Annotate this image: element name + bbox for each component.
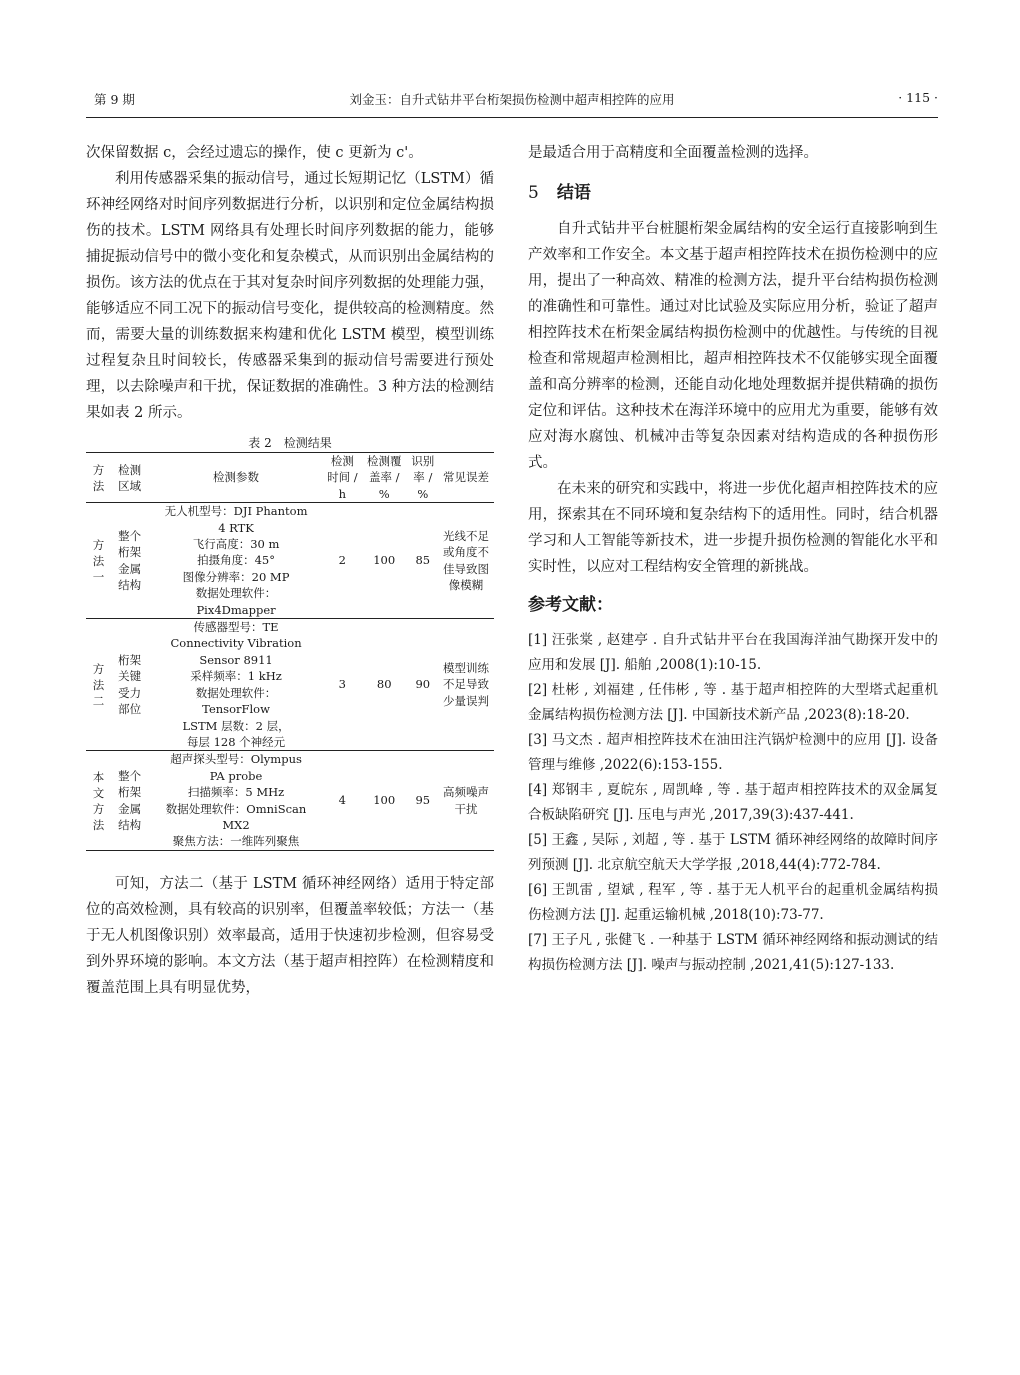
coverage-cell: 100 — [373, 553, 396, 568]
running-header — [86, 88, 938, 112]
method-cell: 本文方法 — [92, 769, 105, 832]
section-number: 5 — [528, 183, 539, 203]
page-number: · 115 · — [898, 90, 938, 105]
reference-item: [1] 汪张棠 , 赵建亭 . 自升式钻井平台在我国海洋油气勘探开发中的应用和发展 [J]. 船舶 ,2008(1):10-15. — [528, 632, 938, 673]
method-cell: 方法一 — [92, 537, 105, 584]
coverage-cell: 100 — [373, 793, 396, 808]
params-cell: 超声探头型号：Olympus PA probe 扫描频率：5 MHz 数据处理软件：OmniScan MX2 聚焦方法：一维阵列聚焦 — [165, 752, 307, 849]
references-heading: 参考文献： — [528, 595, 613, 615]
params-cell: 无人机型号：DJI Phantom 4 RTK 飞行高度：30 m 拍摄角度：45° 图像分辨率：20 MP 数据处理软件： Pix4Dmapper — [164, 504, 308, 617]
table-caption: 表 2 检测结果 — [248, 436, 332, 450]
article-running-title: 刘金玉：自升式钻井平台桁架损伤检测中超声相控阵的应用 — [349, 92, 675, 107]
area-cell: 整个 桁架 金属 结构 — [118, 768, 142, 832]
header-rule — [86, 117, 938, 118]
errors-cell: 光线不足 或角度不 佳导致图 像模糊 — [442, 528, 489, 593]
header-coverage: 检测覆 盖率 / % — [366, 454, 402, 501]
header-params: 检测参数 — [213, 470, 260, 485]
time-cell: 3 — [338, 677, 346, 692]
table-row — [86, 751, 494, 850]
coverage-cell: 80 — [376, 677, 392, 692]
header-area: 检测区域 — [118, 462, 142, 493]
reference-item: [2] 杜彬 , 刘福建 , 任伟彬 , 等 . 基于超声相控阵的大型塔式起重机金属结构损伤检测方法 [J]. 中国新技术新产品 ,2023(8):18-20. — [528, 682, 938, 723]
params-cell: 传感器型号：TE Connectivity Vibration Sensor 8911 采样频率：1 kHz 数据处理软件： TensorFlow LSTM 层数：2 层， 每层 128 个神经元 — [170, 620, 302, 749]
section-title: 结语 — [556, 183, 591, 203]
recognition-cell: 90 — [415, 677, 431, 692]
left-column — [86, 140, 494, 1001]
reference-item: [7] 王子凡 , 张健飞 . 一种基于 LSTM 循环神经网络和振动测试的结构损伤检测方法 [J]. 噪声与振动控制 ,2021,41(5):127-133. — [528, 932, 938, 973]
references-list — [528, 628, 938, 978]
header-method: 方法 — [92, 462, 105, 493]
reference-item: [4] 郑钢丰 , 夏皖东 , 周凯峰 , 等 . 基于超声相控阵技术的双金属复合板缺陷研究 [J]. 压电与声光 ,2017,39(3):437-441. — [528, 782, 938, 823]
recognition-cell: 85 — [415, 553, 431, 568]
header-recognition: 识别 率 / % — [411, 454, 435, 501]
paragraph-lstm-method: 利用传感器采集的振动信号，通过长短期记忆（LSTM）循环神经网络对时间序列数据进行分析，以识别和定位金属结构损伤的技术。LSTM 网络具有处理长时间序列数据的能力，能够捕捉振动信号中的微小变化和复杂模式，从而识别出金属结构的损伤。该方法的优点在于其对复杂时间序列数据的处理能力强，能够适应不同工况下的振动信号变化，提供较高的检测精度。然而，需要大量的训练数据来构建和优化 LSTM 模型，模型训练过程复杂且时间较长，传感器采集到的振动信号需要进行预处理，以去除噪声和干扰，保证数据的准确性。3 种方法的检测结果如表 2 所示。 — [86, 171, 494, 421]
paragraph-comparison: 可知，方法二（基于 LSTM 循环神经网络）适用于特定部位的高效检测，具有较高的识别率，但覆盖率较低；方法一（基于无人机图像识别）效率最高，适用于快速初步检测，但容易受到外界环境的影响。本文方法（基于超声相控阵）在检测精度和覆盖范围上具有明显优势， — [86, 875, 494, 996]
time-cell: 2 — [338, 553, 346, 568]
paragraph-conclusion-1: 自升式钻井平台桩腿桁架金属结构的安全运行直接影响到生产效率和工作安全。本文基于超声相控阵技术在损伤检测中的应用，提出了一种高效、精准的检测方法，提升平台结构损伤检测的准确性和可靠性。通过对比试验及实际应用分析，验证了超声相控阵技术在桁架金属结构损伤检测中的优越性。与传统的目视检查和常规超声检测相比，超声相控阵技术不仅能够实现全面覆盖和高分辨率的检测，还能自动化地处理数据并提供精确的损伤定位和评估。这种技术在海洋环境中的应用尤为重要，能够有效应对海水腐蚀、机械冲击等复杂因素对结构造成的各种损伤形式。 — [528, 221, 938, 471]
reference-item: [6] 王凯雷 , 望斌 , 程军 , 等 . 基于无人机平台的起重机金属结构损伤检测方法 [J]. 起重运输机械 ,2018(10):73-77. — [528, 882, 938, 923]
errors-cell: 高频噪声 干扰 — [442, 785, 489, 816]
time-cell: 4 — [338, 793, 346, 808]
area-cell: 桁架 关键 受力 部位 — [118, 652, 142, 717]
issue-number: 第 9 期 — [94, 92, 135, 107]
method-cell: 方法二 — [92, 661, 105, 708]
reference-item: [3] 马文杰 . 超声相控阵技术在油田注汽锅炉检测中的应用 [J]. 设备管理与维修 ,2022(6):153-155. — [528, 732, 938, 773]
table-header-row — [86, 453, 494, 503]
table-row — [86, 503, 494, 619]
right-column — [528, 140, 938, 978]
results-table — [86, 452, 494, 851]
paragraph-continuation: 是最适合用于高精度和全面覆盖检测的选择。 — [528, 145, 818, 161]
area-cell: 整个 桁架 金属 结构 — [118, 528, 142, 593]
header-errors: 常见误差 — [442, 470, 489, 485]
paragraph-lstm-gate-end: 次保留数据 c，会经过遗忘的操作，使 c 更新为 c'。 — [86, 145, 423, 161]
reference-item: [5] 王鑫 , 吴际 , 刘超 , 等 . 基于 LSTM 循环神经网络的故障时间序列预测 [J]. 北京航空航天大学学报 ,2018,44(4):772-784. — [528, 832, 938, 873]
paragraph-conclusion-2: 在未来的研究和实践中，将进一步优化超声相控阵技术的应用，探索其在不同环境和复杂结构下的适用性。同时，结合机器学习和人工智能等新技术，进一步提升损伤检测的智能化水平和实时性，以应对工程结构安全管理的新挑战。 — [528, 481, 938, 575]
errors-cell: 模型训练 不足导致 少量误判 — [442, 661, 489, 708]
table-row — [86, 619, 494, 751]
recognition-cell: 95 — [415, 793, 431, 808]
section-heading-conclusion — [528, 180, 938, 206]
header-time: 检测 时间 / h — [327, 454, 358, 501]
